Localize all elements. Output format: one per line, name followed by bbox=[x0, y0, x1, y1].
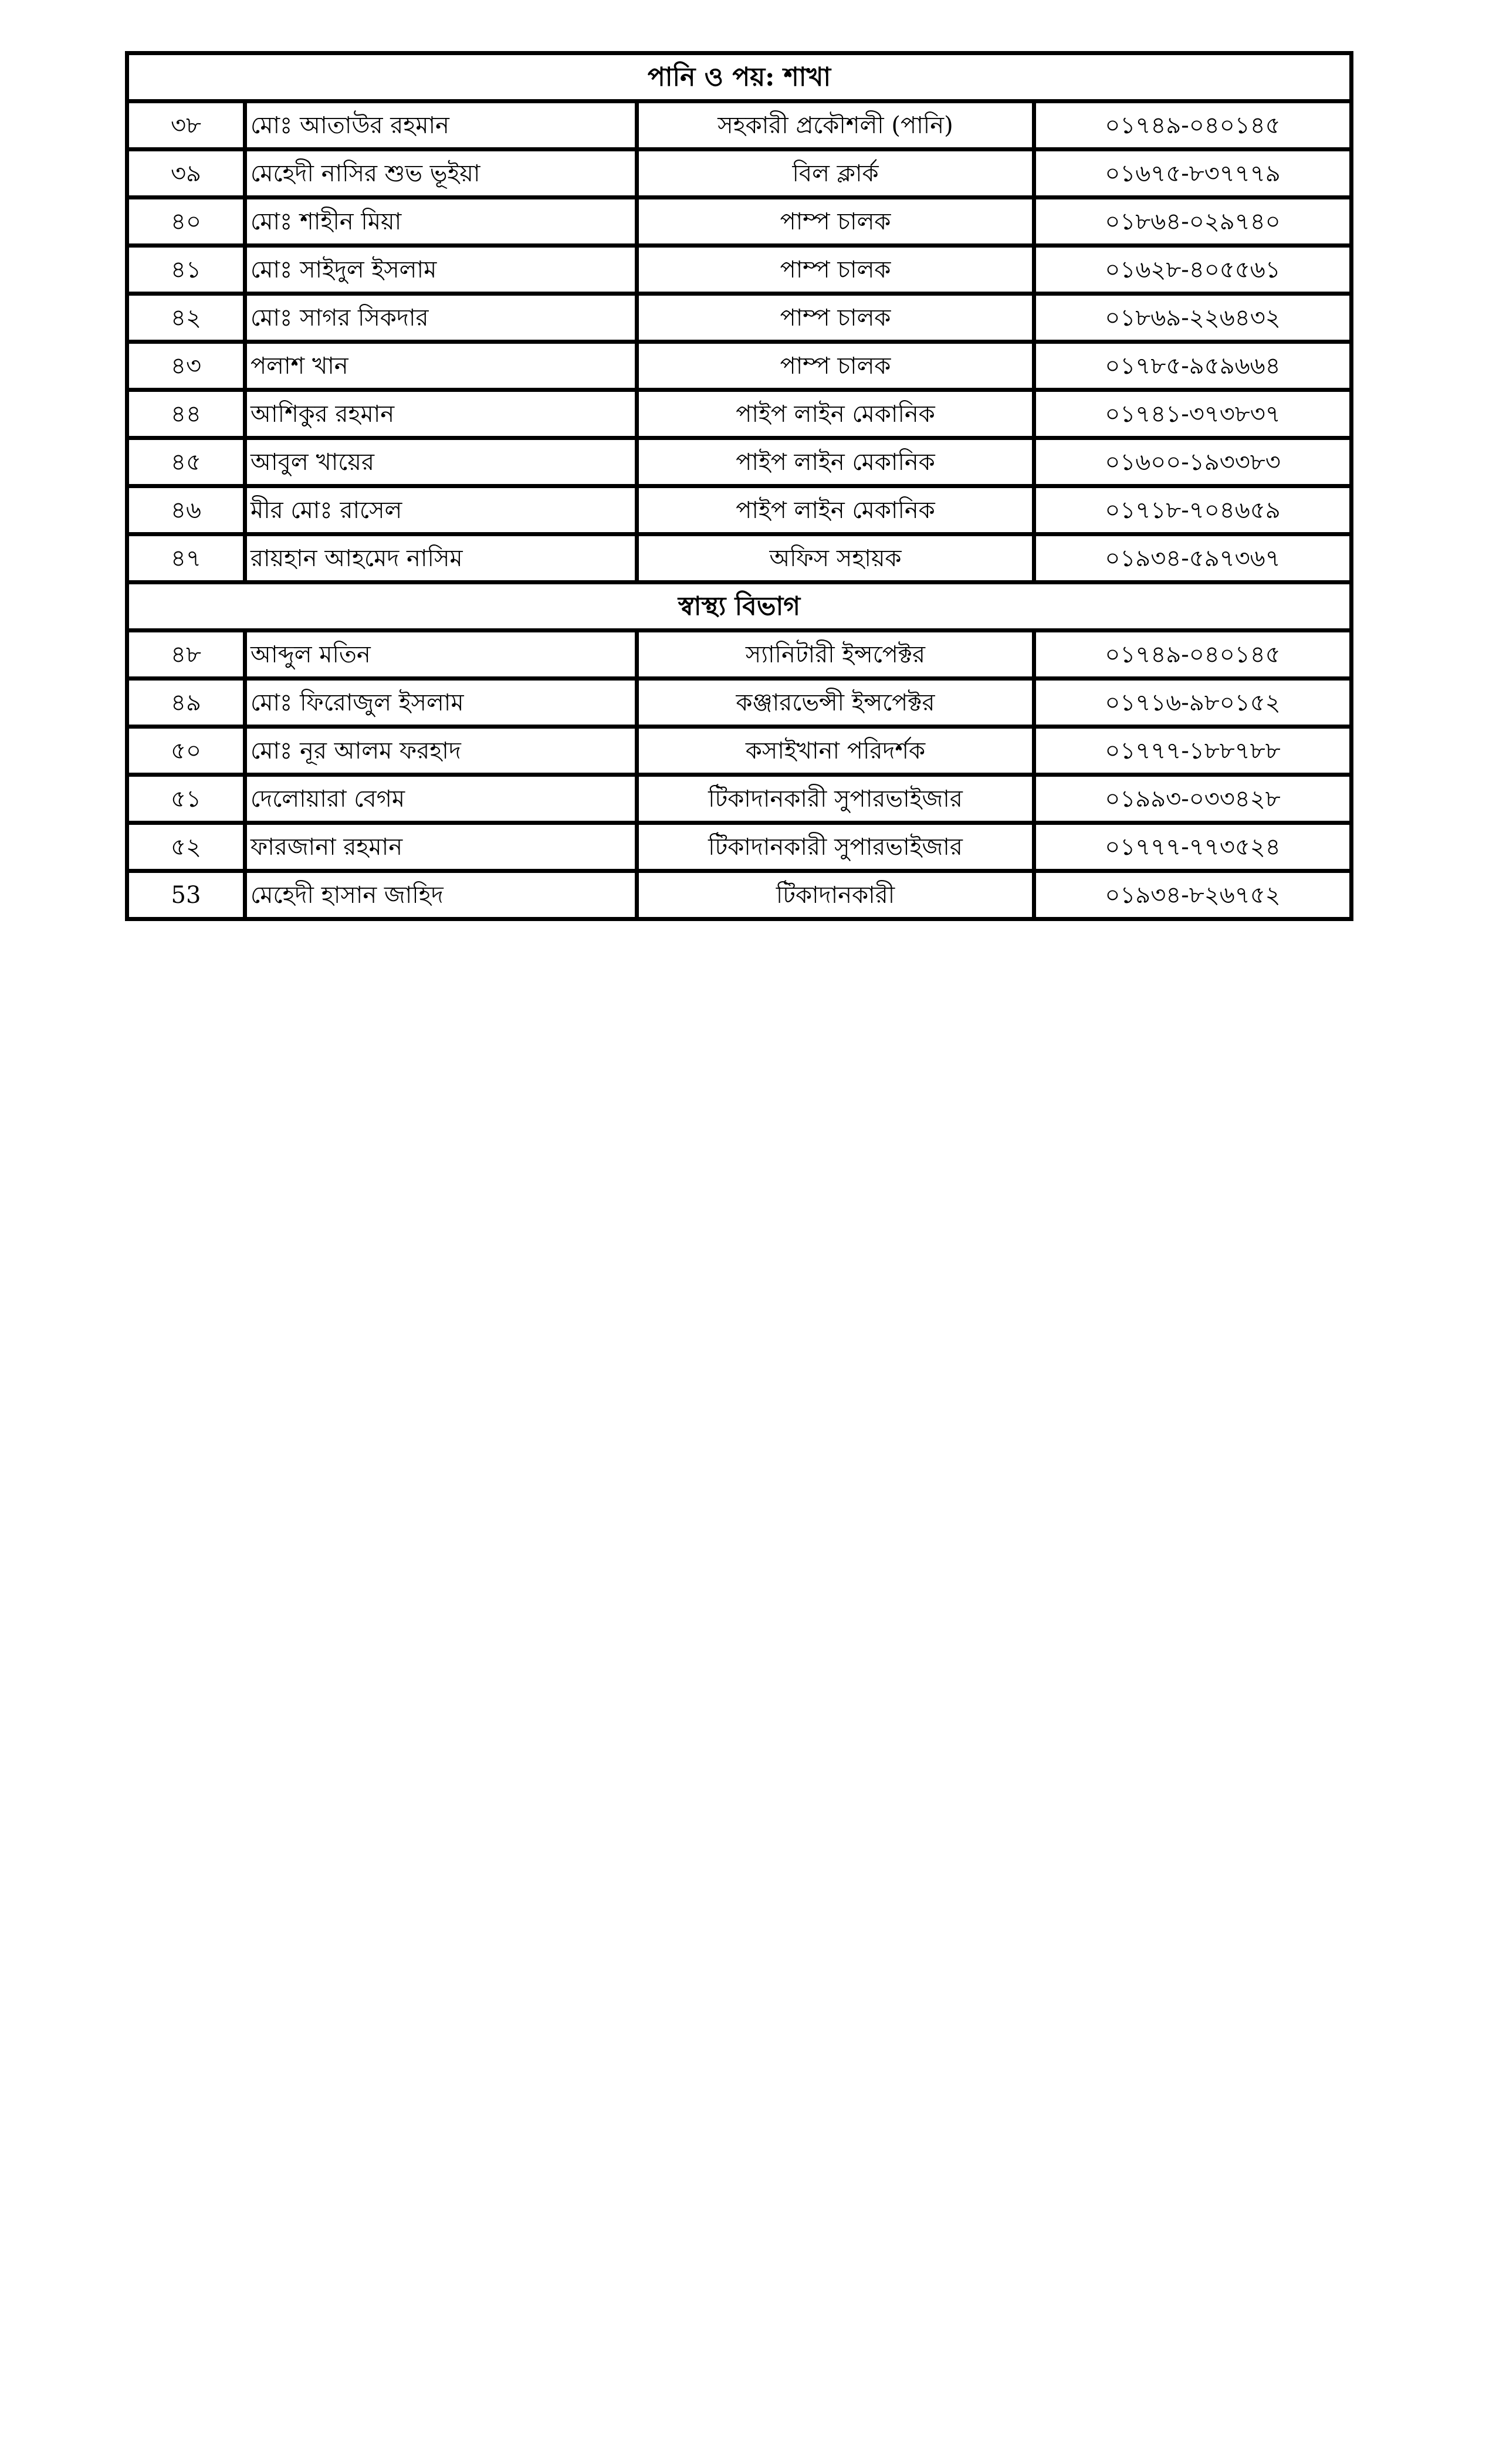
designation-cell: অফিস সহায়ক bbox=[637, 534, 1034, 583]
name-cell: রায়হান আহমেদ নাসিম bbox=[245, 534, 637, 583]
mobile-cell: ০১৯৩৪-৫৯৭৩৬৭ bbox=[1034, 534, 1352, 583]
serial-cell: ৩৯ bbox=[127, 150, 245, 198]
name-cell: মোঃ আতাউর রহমান bbox=[245, 101, 637, 150]
designation-cell: টিকাদানকারী সুপারভাইজার bbox=[637, 823, 1034, 871]
name-cell: মেহেদী নাসির শুভ ভূইয়া bbox=[245, 150, 637, 198]
serial-cell: ৪৭ bbox=[127, 534, 245, 583]
name-cell: পলাশ খান bbox=[245, 342, 637, 390]
mobile-cell: ০১৭৪৯-০৪০১৪৫ bbox=[1034, 631, 1352, 679]
section-header-row bbox=[127, 53, 1352, 101]
name-cell: মোঃ শাহীন মিয়া bbox=[245, 198, 637, 246]
mobile-cell: ০১৭১৮-৭০৪৬৫৯ bbox=[1034, 486, 1352, 534]
designation-cell: টিকাদানকারী সুপারভাইজার bbox=[637, 775, 1034, 823]
serial-cell: ৪৮ bbox=[127, 631, 245, 679]
mobile-cell: ০১৭১৬-৯৮০১৫২ bbox=[1034, 679, 1352, 727]
serial-cell: ৫১ bbox=[127, 775, 245, 823]
mobile-cell: ০১৭৮৫-৯৫৯৬৬৪ bbox=[1034, 342, 1352, 390]
table-row bbox=[127, 631, 1352, 679]
table-row bbox=[127, 727, 1352, 775]
table-row bbox=[127, 775, 1352, 823]
designation-cell: স্যানিটারী ইন্সপেক্টর bbox=[637, 631, 1034, 679]
section-header-row bbox=[127, 583, 1352, 631]
name-cell: মোঃ সাইদুল ইসলাম bbox=[245, 246, 637, 294]
table-row bbox=[127, 486, 1352, 534]
mobile-cell: ০১৯৩৪-৮২৬৭৫২ bbox=[1034, 871, 1352, 919]
mobile-cell: ০১৮৬৪-০২৯৭৪০ bbox=[1034, 198, 1352, 246]
name-cell: আব্দুল মতিন bbox=[245, 631, 637, 679]
serial-cell: ৪২ bbox=[127, 294, 245, 342]
section-title: স্বাস্থ্য বিভাগ bbox=[127, 583, 1352, 631]
name-cell: মীর মোঃ রাসেল bbox=[245, 486, 637, 534]
table-row bbox=[127, 679, 1352, 727]
designation-cell: পাইপ লাইন মেকানিক bbox=[637, 438, 1034, 486]
table-row bbox=[127, 150, 1352, 198]
serial-cell: ৫০ bbox=[127, 727, 245, 775]
name-cell: মেহেদী হাসান জাহিদ bbox=[245, 871, 637, 919]
table-row bbox=[127, 438, 1352, 486]
serial-cell: ৪০ bbox=[127, 198, 245, 246]
designation-cell: কঞ্জারভেন্সী ইন্সপেক্টর bbox=[637, 679, 1034, 727]
designation-cell: টিকাদানকারী bbox=[637, 871, 1034, 919]
staff-table-body bbox=[127, 53, 1352, 919]
designation-cell: পাইপ লাইন মেকানিক bbox=[637, 390, 1034, 438]
table-row bbox=[127, 294, 1352, 342]
serial-cell: ৪৬ bbox=[127, 486, 245, 534]
designation-cell: পাইপ লাইন মেকানিক bbox=[637, 486, 1034, 534]
mobile-cell: ০১৭৭৭-৭৭৩৫২৪ bbox=[1034, 823, 1352, 871]
mobile-cell: ০১৭৭৭-১৮৮৭৮৮ bbox=[1034, 727, 1352, 775]
mobile-cell: ০১৬২৮-৪০৫৫৬১ bbox=[1034, 246, 1352, 294]
designation-cell: পাম্প চালক bbox=[637, 294, 1034, 342]
designation-cell: সহকারী প্রকৌশলী (পানি) bbox=[637, 101, 1034, 150]
serial-cell: ৪৩ bbox=[127, 342, 245, 390]
serial-cell: ৪৪ bbox=[127, 390, 245, 438]
name-cell: মোঃ নূর আলম ফরহাদ bbox=[245, 727, 637, 775]
mobile-cell: ০১৬৭৫-৮৩৭৭৭৯ bbox=[1034, 150, 1352, 198]
table-row bbox=[127, 823, 1352, 871]
serial-cell: 53 bbox=[127, 871, 245, 919]
name-cell: আবুল খায়ের bbox=[245, 438, 637, 486]
mobile-cell: ০১৬০০-১৯৩৩৮৩ bbox=[1034, 438, 1352, 486]
table-row bbox=[127, 246, 1352, 294]
serial-cell: ৫২ bbox=[127, 823, 245, 871]
table-row bbox=[127, 871, 1352, 919]
table-row bbox=[127, 101, 1352, 150]
table-row bbox=[127, 534, 1352, 583]
serial-cell: ৩৮ bbox=[127, 101, 245, 150]
name-cell: দেলোয়ারা বেগম bbox=[245, 775, 637, 823]
name-cell: আশিকুর রহমান bbox=[245, 390, 637, 438]
mobile-cell: ০১৮৬৯-২২৬৪৩২ bbox=[1034, 294, 1352, 342]
table-row bbox=[127, 198, 1352, 246]
mobile-cell: ০১৭৪৯-০৪০১৪৫ bbox=[1034, 101, 1352, 150]
serial-cell: ৪৫ bbox=[127, 438, 245, 486]
designation-cell: বিল ক্লার্ক bbox=[637, 150, 1034, 198]
staff-table bbox=[125, 51, 1353, 921]
section-title: পানি ও পয়: শাখা bbox=[127, 53, 1352, 101]
mobile-cell: ০১৭৪১-৩৭৩৮৩৭ bbox=[1034, 390, 1352, 438]
name-cell: মোঃ সাগর সিকদার bbox=[245, 294, 637, 342]
designation-cell: কসাইখানা পরিদর্শক bbox=[637, 727, 1034, 775]
table-row bbox=[127, 342, 1352, 390]
designation-cell: পাম্প চালক bbox=[637, 342, 1034, 390]
table-row bbox=[127, 390, 1352, 438]
name-cell: ফারজানা রহমান bbox=[245, 823, 637, 871]
name-cell: মোঃ ফিরোজুল ইসলাম bbox=[245, 679, 637, 727]
designation-cell: পাম্প চালক bbox=[637, 198, 1034, 246]
serial-cell: ৪৯ bbox=[127, 679, 245, 727]
designation-cell: পাম্প চালক bbox=[637, 246, 1034, 294]
mobile-cell: ০১৯৯৩-০৩৩৪২৮ bbox=[1034, 775, 1352, 823]
serial-cell: ৪১ bbox=[127, 246, 245, 294]
